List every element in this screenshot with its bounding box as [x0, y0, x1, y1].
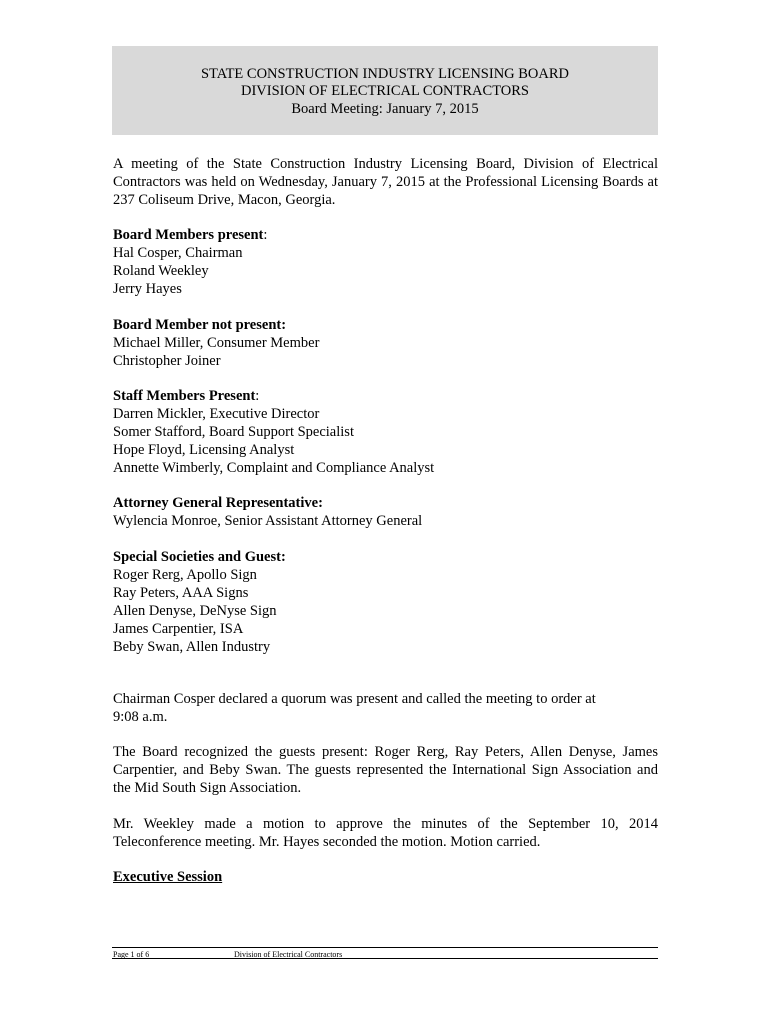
quorum-paragraph	[113, 690, 658, 726]
staff-members-section	[113, 387, 658, 477]
list-item: Darren Mickler, Executive Director	[113, 406, 320, 422]
guests-section	[113, 548, 658, 656]
attorney-section	[113, 494, 658, 530]
list-item: Christopher Joiner	[113, 353, 221, 369]
document-header	[112, 46, 658, 135]
board-members-not-present-section	[113, 316, 658, 370]
list-item: Ray Peters, AAA Signs	[113, 585, 249, 601]
header-division-title: DIVISION OF ELECTRICAL CONTRACTORS	[241, 83, 529, 99]
section-heading: Staff Members Present:	[113, 388, 260, 404]
minutes-motion-paragraph	[113, 815, 658, 851]
section-heading: Board Member not present:	[113, 317, 287, 333]
section-heading: Board Members present:	[113, 227, 268, 243]
section-heading: Special Societies and Guest:	[113, 549, 286, 565]
list-item: Allen Denyse, DeNyse Sign	[113, 603, 277, 619]
executive-session-section	[113, 868, 658, 886]
list-item: Roger Rerg, Apollo Sign	[113, 567, 257, 583]
list-item: Jerry Hayes	[113, 281, 182, 297]
footer-rule-top	[112, 947, 658, 948]
minutes-motion-text: Mr. Weekley made a motion to approve the minutes of the September 10, 2014 Teleconference meeting. Mr. Hayes seconded the motion. Motion carried.	[113, 816, 658, 850]
list-item: Wylencia Monroe, Senior Assistant Attorney General	[113, 513, 423, 529]
section-heading: Attorney General Representative:	[113, 495, 323, 511]
quorum-line-1: Chairman Cosper declared a quorum was present and called the meeting to order at	[113, 691, 596, 707]
intro-paragraph	[113, 155, 658, 209]
list-item: Michael Miller, Consumer Member	[113, 335, 320, 351]
list-item: James Carpentier, ISA	[113, 621, 244, 637]
list-item: Hal Cosper, Chairman	[113, 245, 243, 261]
footer-page-number: Page 1 of 6	[113, 950, 150, 959]
guests-recognized-paragraph	[113, 743, 658, 797]
header-board-title: STATE CONSTRUCTION INDUSTRY LICENSING BOARD	[200, 66, 570, 82]
list-item: Annette Wimberly, Complaint and Compliance Analyst	[113, 460, 435, 476]
quorum-line-2: 9:08 a.m.	[113, 709, 168, 725]
guests-recognized-text: The Board recognized the guests present: Roger Rerg, Ray Peters, Allen Denyse, James Carpentier, and Beby Swan. The guests represented the International Sign Association and the Mid South Sign Association.	[113, 744, 658, 796]
executive-session-heading: Executive Session	[113, 869, 223, 885]
intro-text: A meeting of the State Construction Industry Licensing Board, Division of Electrical Contractors was held on Wednesday, January 7, 2015 at the Professional Licensing Boards at 237 Coliseum Drive, Macon, Georgia.	[113, 156, 658, 208]
list-item: Hope Floyd, Licensing Analyst	[113, 442, 295, 458]
board-members-present-section	[113, 226, 658, 298]
footer-division: Division of Electrical Contractors	[234, 950, 343, 959]
list-item: Roland Weekley	[113, 263, 209, 279]
footer-rule-bottom	[112, 958, 658, 959]
header-meeting-date: Board Meeting: January 7, 2015	[291, 101, 479, 117]
list-item: Beby Swan, Allen Industry	[113, 639, 271, 655]
list-item: Somer Stafford, Board Support Specialist	[113, 424, 354, 440]
